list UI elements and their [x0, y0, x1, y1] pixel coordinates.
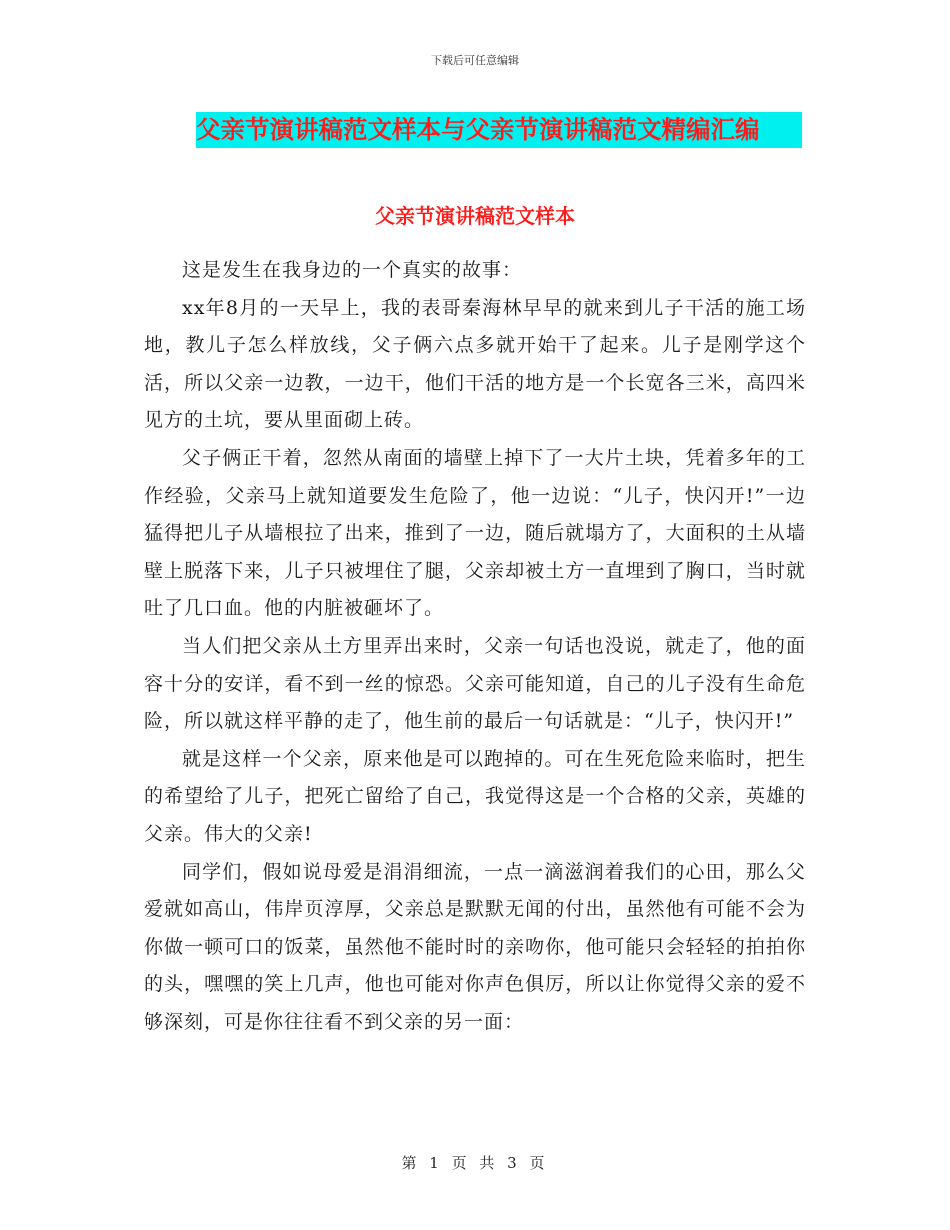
paragraph: 同学们，假如说母爱是涓涓细流，一点一滴滋润着我们的心田，那么父爱就如高山，伟岸页淳厚，父亲总是默默无闻的付出，虽然他有可能不会为你做一顿可口的饭菜，虽然他不能时时的亲吻你，他可能只会轻轻的拍拍你的头，嘿嘿的笑上几声，他也可能对你声色俱厉，所以让你觉得父亲的爱不够深刻，可是你往往看不到父亲的另一面：: [144, 860, 806, 1033]
document-body: [144, 252, 806, 1041]
paragraph: 就是这样一个父亲，原来他是可以跑掉的。可在生死危险来临时，把生的希望给了儿子，把死亡留给了自己，我觉得这是一个合格的父亲，英雄的父亲。伟大的父亲!: [144, 747, 806, 845]
paragraph: 这是发生在我身边的一个真实的故事：: [182, 259, 523, 281]
page-number: 第 1 页 共 3 页: [401, 1154, 549, 1172]
paragraph: xx年8月的一天早上，我的表哥秦海林早早的就来到儿子干活的施工场地，教儿子怎么样放线，父子俩六点多就开始干了起来。儿子是刚学这个活，所以父亲一边教，一边干，他们干活的地方是一个长宽各三米，高四米见方的土坑，要从里面砌上砖。: [144, 296, 806, 432]
document-title-highlight: [196, 112, 802, 148]
document-title: 父亲节演讲稿范文样本与父亲节演讲稿范文精编汇编: [196, 115, 760, 144]
section-title: 父亲节演讲稿范文样本: [375, 204, 575, 228]
paragraph: 当人们把父亲从土方里弄出来时，父亲一句话也没说，就走了，他的面容十分的安详，看不到一丝的惊恐。父亲可能知道，自己的儿子没有生命危险，所以就这样平静的走了，他生前的最后一句话就是：“儿子，快闪开!”: [144, 634, 806, 733]
paragraph: 父子俩正干着，忽然从南面的墙壁上掉下了一大片土块，凭着多年的工作经验，父亲马上就知道要发生危险了，他一边说：“儿子，快闪开!”一边猛得把儿子从墙根拉了出来，推到了一边，随后就塌方了，大面积的土从墙壁上脱落下来，儿子只被埋住了腿，父亲却被土方一直埋到了胸口，当时就吐了几口血。他的内脏被砸坏了。: [144, 446, 806, 620]
page-header-note: 下载后可任意编辑: [431, 54, 519, 67]
